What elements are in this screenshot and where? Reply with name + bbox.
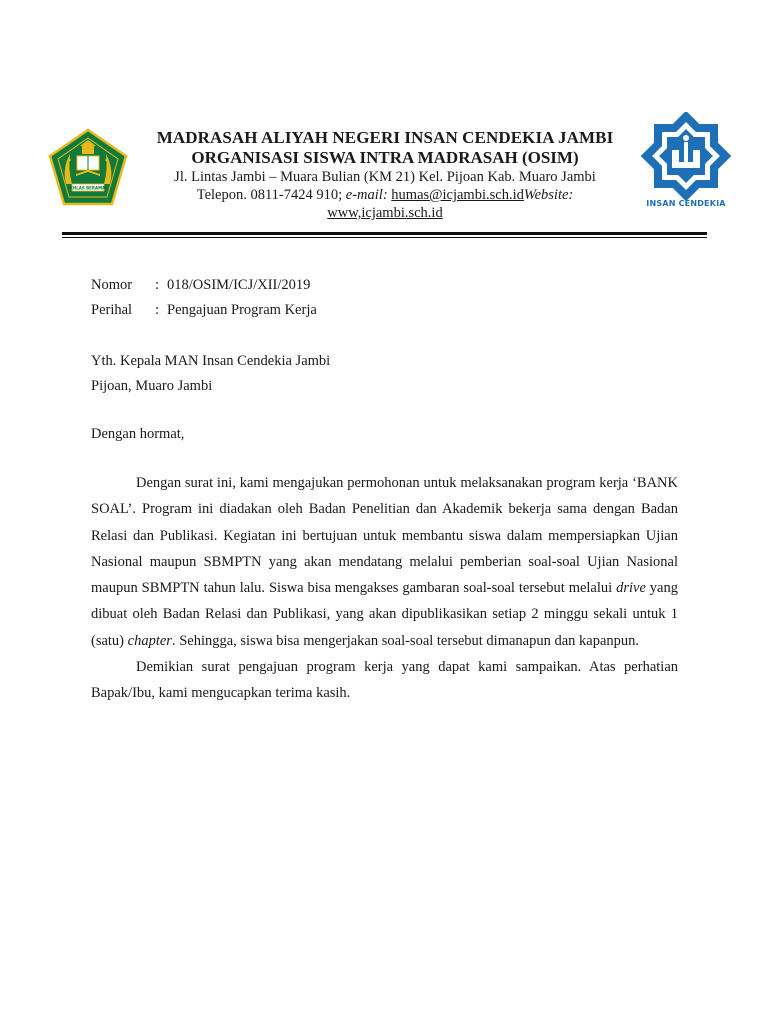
paragraph-1-part-3: . Sehingga, siswa bisa mengerjakan soal-soal tersebut dimanapun dan kapanpun. [171,632,640,649]
recipient-line-2: Pijoan, Muaro Jambi [91,378,213,394]
contact-line [140,186,630,204]
letter-body [91,276,678,707]
email-link[interactable]: humas@icjambi.sch.id [391,187,524,203]
perihal-row [91,301,678,326]
nomor-label: Nomor [91,277,133,293]
perihal-value: Pengajuan Program Kerja [167,302,317,318]
header-divider-thin [62,237,707,238]
paragraph-1 [91,470,678,654]
nomor-row [91,276,678,301]
greeting: Dengan hormat, [91,426,185,442]
paragraph-1-part-1: Dengan surat ini, kami mengajukan permohonan untuk melaksanakan program kerja ‘BANK SOAL’. Program ini diadakan oleh Badan Penelitian dan Akademik bekerja sama dengan Badan Relasi dan Publikasi. Kegiatan ini bertujuan untuk membantu siswa dalam mempersiapkan Ujian Nasional maupun SBMPTN yang akan mendatang melalui pemberian soal-soal Ujian Nasional maupun SBMPTN tahun lalu. Siswa bisa mengakses gambaran soal-soal tersebut melalui [91,475,678,597]
paragraph-1-italic-1: drive [616,580,646,597]
website-label: Website: [523,187,574,203]
nomor-separator: : [155,277,160,293]
institution-name: MADRASAH ALIYAH NEGERI INSAN CENDEKIA JAMBI [156,128,614,147]
address-line: Jl. Lintas Jambi – Muara Bulian (KM 21) Kel. Pijoan Kab. Muaro Jambi [174,169,596,185]
paragraph-1-part-2: yang dibuat oleh Badan Relasi dan Publikasi, yang akan dipublikasikan setiap 2 minggu sekali untuk 1 (satu) [91,580,678,649]
recipient-line-1: Yth. Kepala MAN Insan Cendekia Jambi [91,353,331,369]
right-logo-caption: INSAN CENDEKIA [646,199,726,208]
organization-name: ORGANISASI SISWA INTRA MADRASAH (OSIM) [191,148,579,167]
phone-text: Telepon. 0811-7424 910; [196,187,343,203]
perihal-label: Perihal [91,302,133,318]
header-divider-thick [62,232,707,235]
paragraph-1-italic-2: chapter [127,632,172,649]
email-label: e-mail: [345,187,388,203]
website-link[interactable]: www,icjambi.sch.id [327,205,443,221]
kemenag-logo-icon [46,128,130,206]
paragraph-2: Demikian surat pengajuan program kerja yang dapat kami sampaikan. Atas perhatian Bapak/Ibu, kami mengucapkan terima kasih. [91,659,678,702]
nomor-value: 018/OSIM/ICJ/XII/2019 [167,277,311,293]
perihal-separator: : [155,302,160,318]
recipient-block [91,349,678,399]
left-logo-caption: IKHLAS BERAMAL [68,185,108,191]
letterhead [140,128,630,222]
